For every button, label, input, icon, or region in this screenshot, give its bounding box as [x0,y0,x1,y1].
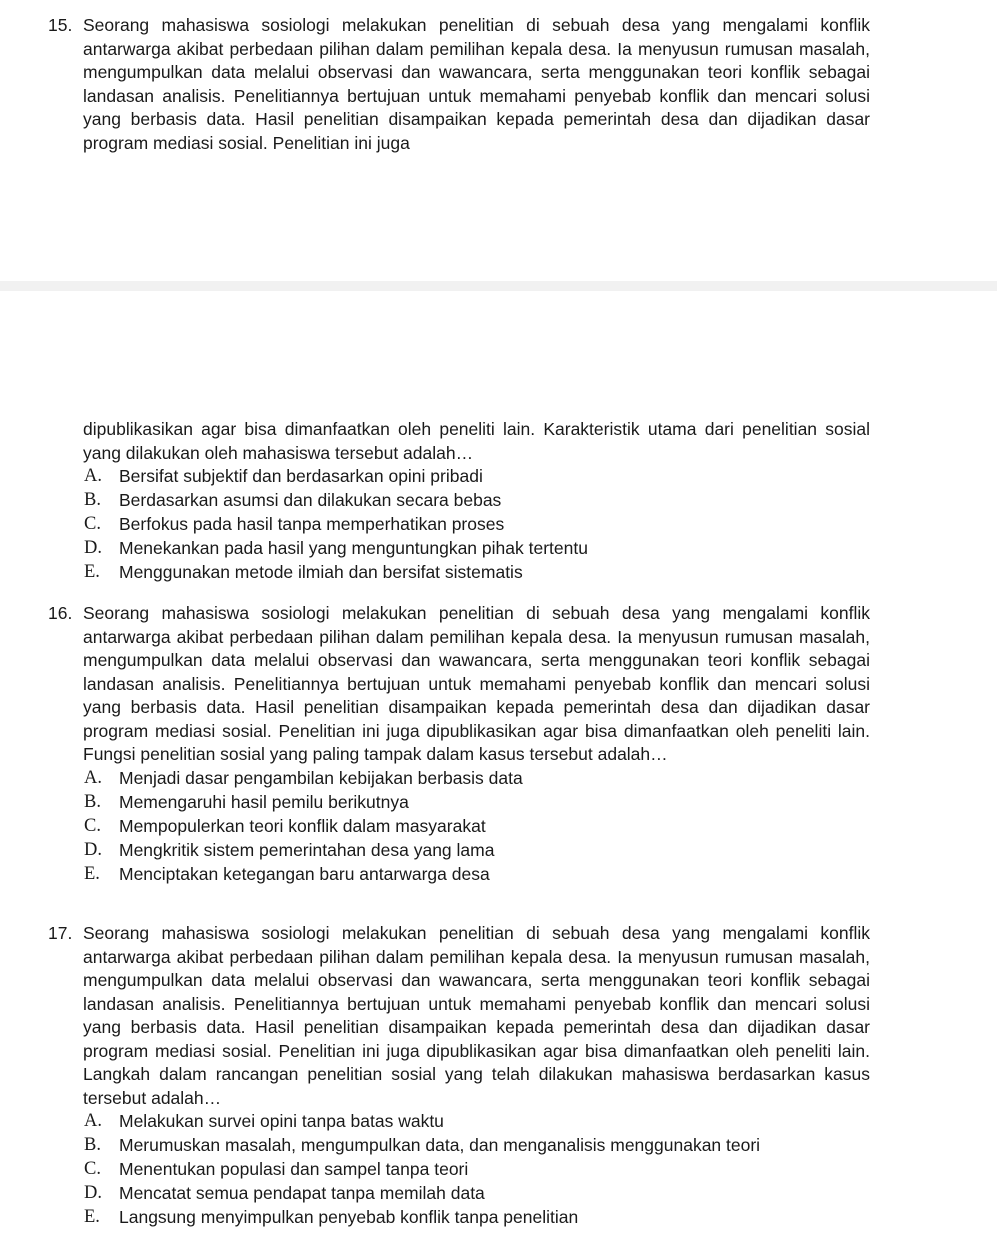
option-letter: A. [84,767,102,788]
option-b[interactable] [0,1134,997,1158]
option-text: Berfokus pada hasil tanpa memperhatikan proses [119,514,505,534]
option-d[interactable] [0,537,997,561]
question-stem [83,14,870,155]
option-text: Mengkritik sistem pemerintahan desa yang lama [119,839,495,860]
option-letter: C. [84,815,101,836]
option-letter: D. [84,538,102,558]
question-stem-text: Seorang mahasiswa sosiologi melakukan penelitian di sebuah desa yang mengalami konflik antarwarga akibat perbedaan pilihan dalam pemilihan kepala desa. Ia menyusun rumusan masalah, mengumpulkan data melalui observasi dan wawancara, serta menggunakan teori konflik sebagai landasan analisis. Penelitiannya bertujuan untuk memahami penyebab konflik dan mencari solusi yang berbasis data. Hasil penelitian disampaikan kepada pemerintah desa dan dijadikan dasar program mediasi sosial. Penelitian ini juga dipublikasikan agar bisa dimanfaatkan oleh peneliti lain. Fungsi penelitian sosial yang paling tampak dalam kasus tersebut adalah… [83,603,870,764]
option-letter: B. [84,791,101,812]
answer-options [0,465,997,585]
option-letter: B. [84,490,101,510]
option-a[interactable] [0,767,997,791]
option-text: Mempopulerkan teori konflik dalam masyarakat [119,815,486,836]
option-text: Langsung menyimpulkan penyebab konflik tanpa penelitian [119,1207,579,1227]
option-text: Mencatat semua pendapat tanpa memilah data [119,1183,485,1203]
option-text: Memengaruhi hasil pemilu berikutnya [119,791,409,812]
option-letter: E. [84,863,100,884]
option-letter: D. [84,839,102,860]
question-15-part2 [0,418,997,585]
question-stem-text: dipublikasikan agar bisa dimanfaatkan oleh peneliti lain. Karakteristik utama dari penelitian sosial yang dilakukan oleh mahasiswa tersebut adalah… [83,419,870,463]
question-number: 16. [48,603,73,623]
option-c[interactable] [0,513,997,537]
option-text: Merumuskan masalah, mengumpulkan data, dan menganalisis menggunakan teori [119,1135,761,1155]
option-letter: A. [84,1111,102,1131]
option-d[interactable] [0,839,997,863]
option-text: Menciptakan ketegangan baru antarwarga desa [119,863,490,884]
option-b[interactable] [0,791,997,815]
question-number: 15. [48,15,73,35]
option-e[interactable] [0,561,997,585]
option-text: Menekankan pada hasil yang menguntungkan pihak tertentu [119,538,588,558]
question-15-part1 [0,14,997,155]
option-d[interactable] [0,1182,997,1206]
option-letter: A. [84,466,102,486]
option-text: Menggunakan metode ilmiah dan bersifat sistematis [119,562,523,582]
question-16 [0,602,997,887]
option-letter: E. [84,562,100,582]
option-a[interactable] [0,465,997,489]
question-stem-text: Seorang mahasiswa sosiologi melakukan penelitian di sebuah desa yang mengalami konflik antarwarga akibat perbedaan pilihan dalam pemilihan kepala desa. Ia menyusun rumusan masalah, mengumpulkan data melalui observasi dan wawancara, serta menggunakan teori konflik sebagai landasan analisis. Penelitiannya bertujuan untuk memahami penyebab konflik dan mencari solusi yang berbasis data. Hasil penelitian disampaikan kepada pemerintah desa dan dijadikan dasar program mediasi sosial. Penelitian ini juga [83,15,870,153]
answer-options [0,1110,997,1230]
option-text: Menjadi dasar pengambilan kebijakan berbasis data [119,767,523,788]
option-text: Bersifat subjektif dan berdasarkan opini pribadi [119,466,483,486]
option-e[interactable] [0,1206,997,1230]
option-a[interactable] [0,1110,997,1134]
option-e[interactable] [0,863,997,887]
option-letter: E. [84,1207,100,1227]
answer-options [0,767,997,887]
question-17 [0,922,997,1230]
option-c[interactable] [0,815,997,839]
option-text: Berdasarkan asumsi dan dilakukan secara bebas [119,490,502,510]
question-stem [83,602,870,767]
option-c[interactable] [0,1158,997,1182]
option-letter: C. [84,1159,101,1179]
option-letter: D. [84,1183,102,1203]
option-text: Menentukan populasi dan sampel tanpa teori [119,1159,469,1179]
question-stem-text: Seorang mahasiswa sosiologi melakukan penelitian di sebuah desa yang mengalami konflik antarwarga akibat perbedaan pilihan dalam pemilihan kepala desa. Ia menyusun rumusan masalah, mengumpulkan data melalui observasi dan wawancara, serta menggunakan teori konflik sebagai landasan analisis. Penelitiannya bertujuan untuk memahami penyebab konflik dan mencari solusi yang berbasis data. Hasil penelitian disampaikan kepada pemerintah desa dan dijadikan dasar program mediasi sosial. Penelitian ini juga dipublikasikan agar bisa dimanfaatkan oleh peneliti lain. Langkah dalam rancangan penelitian sosial yang telah dilakukan mahasiswa berdasarkan kasus tersebut adalah… [83,923,870,1108]
option-letter: B. [84,1135,101,1155]
question-stem [83,418,870,465]
question-stem [83,922,870,1110]
option-b[interactable] [0,489,997,513]
question-number: 17. [48,923,73,943]
page-gap-band [0,281,997,291]
option-text: Melakukan survei opini tanpa batas waktu [119,1111,444,1131]
option-letter: C. [84,514,101,534]
